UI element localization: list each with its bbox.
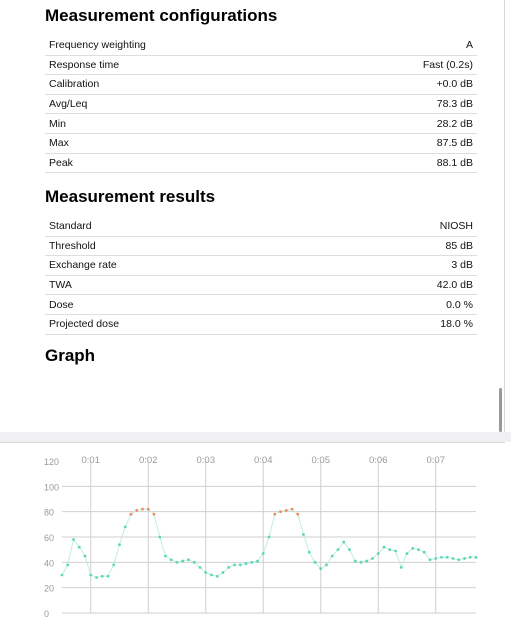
data-point xyxy=(210,574,213,577)
data-point xyxy=(342,541,345,544)
data-point xyxy=(388,548,391,551)
x-tick-label: 0:05 xyxy=(311,455,330,466)
data-point xyxy=(164,555,167,558)
data-point xyxy=(291,508,294,511)
y-tick-label: 0 xyxy=(44,609,50,619)
data-point xyxy=(153,513,156,516)
data-point xyxy=(331,555,334,558)
data-point xyxy=(285,509,288,512)
graph-panel xyxy=(0,442,505,625)
data-point xyxy=(107,575,110,578)
data-point xyxy=(72,538,75,541)
row-value: 0.0 % xyxy=(446,298,473,311)
data-point xyxy=(434,557,437,560)
row-value: 85 dB xyxy=(445,239,473,252)
data-point xyxy=(314,561,317,564)
table-row xyxy=(45,295,477,315)
data-point xyxy=(193,561,196,564)
y-tick-label: 60 xyxy=(44,533,55,543)
row-label: Exchange rate xyxy=(49,259,117,272)
data-point xyxy=(319,567,322,570)
data-point xyxy=(452,557,455,560)
data-point xyxy=(170,558,173,561)
data-point xyxy=(84,555,87,558)
data-point xyxy=(279,510,282,513)
table-row xyxy=(45,36,477,56)
results-table xyxy=(45,217,477,335)
data-point xyxy=(469,556,472,559)
table-row xyxy=(45,114,477,134)
graph-heading: Graph xyxy=(45,346,96,365)
data-point xyxy=(112,563,115,566)
section-divider xyxy=(0,432,511,442)
y-tick-label: 120 xyxy=(44,457,60,467)
data-point xyxy=(89,574,92,577)
data-point xyxy=(239,563,242,566)
data-point xyxy=(135,509,138,512)
data-point xyxy=(227,566,230,569)
row-label: Calibration xyxy=(49,78,100,91)
table-row xyxy=(45,134,477,154)
x-tick-label: 0:07 xyxy=(426,455,445,466)
x-tick-label: 0:04 xyxy=(254,455,273,466)
table-row xyxy=(45,95,477,115)
data-point xyxy=(61,574,64,577)
data-point xyxy=(66,563,69,566)
row-label: Frequency weighting xyxy=(49,39,146,52)
data-point xyxy=(256,560,259,563)
row-value: +0.0 dB xyxy=(436,78,473,91)
data-point xyxy=(158,536,161,539)
row-value: 88.1 dB xyxy=(436,156,473,169)
table-row xyxy=(45,154,477,174)
data-point xyxy=(383,546,386,549)
y-tick-label: 80 xyxy=(44,507,55,518)
row-label: Dose xyxy=(49,298,74,311)
row-label: Peak xyxy=(49,156,73,169)
data-point xyxy=(268,536,271,539)
data-point xyxy=(429,558,432,561)
row-value: 42.0 dB xyxy=(436,279,473,292)
data-point xyxy=(360,561,363,564)
data-point xyxy=(176,561,179,564)
data-point xyxy=(440,556,443,559)
data-point xyxy=(296,513,299,516)
data-point xyxy=(245,562,248,565)
row-label: Standard xyxy=(49,220,92,233)
data-point xyxy=(377,552,380,555)
row-value: 87.5 dB xyxy=(436,137,473,150)
data-point xyxy=(181,560,184,563)
table-row xyxy=(45,75,477,95)
series-line xyxy=(62,509,476,577)
data-point xyxy=(78,546,81,549)
row-value: A xyxy=(465,39,473,52)
results-heading: Measurement results xyxy=(45,187,216,206)
data-point xyxy=(337,548,340,551)
data-point xyxy=(457,558,460,561)
data-point xyxy=(325,563,328,566)
data-point xyxy=(394,550,397,553)
data-point xyxy=(216,575,219,578)
configurations-table xyxy=(45,36,477,173)
data-point xyxy=(463,557,466,560)
data-point xyxy=(411,547,414,550)
row-value: 78.3 dB xyxy=(436,98,473,111)
data-point xyxy=(446,556,449,559)
row-label: TWA xyxy=(49,279,72,292)
data-point xyxy=(348,548,351,551)
table-row xyxy=(45,237,477,257)
data-point xyxy=(308,551,311,554)
data-point xyxy=(417,548,420,551)
x-tick-label: 0:01 xyxy=(81,455,100,466)
row-label: Min xyxy=(49,117,66,130)
row-value: Fast (0.2s) xyxy=(422,58,473,71)
row-value: 3 dB xyxy=(451,259,473,272)
table-row xyxy=(45,315,477,335)
data-point xyxy=(423,551,426,554)
data-point xyxy=(222,571,225,574)
row-value: NIOSH xyxy=(439,220,473,233)
data-point xyxy=(262,552,265,555)
data-point xyxy=(147,508,150,511)
row-label: Projected dose xyxy=(49,318,120,331)
data-point xyxy=(233,563,236,566)
data-point xyxy=(365,560,368,563)
data-point xyxy=(406,552,409,555)
data-point xyxy=(199,566,202,569)
scrollbar[interactable] xyxy=(499,388,502,432)
row-label: Avg/Leq xyxy=(49,98,88,111)
row-label: Threshold xyxy=(49,239,96,252)
y-tick-label: 40 xyxy=(44,558,55,569)
data-point xyxy=(187,558,190,561)
data-point xyxy=(204,571,207,574)
table-row xyxy=(45,56,477,76)
data-point xyxy=(141,508,144,511)
data-point xyxy=(475,556,478,559)
y-tick-label: 100 xyxy=(44,482,60,493)
data-point xyxy=(400,566,403,569)
data-point xyxy=(101,575,104,578)
data-point xyxy=(250,561,253,564)
row-label: Response time xyxy=(49,58,120,71)
configurations-heading: Measurement configurations xyxy=(45,6,278,25)
x-tick-label: 0:03 xyxy=(196,455,215,466)
row-label: Max xyxy=(49,137,69,150)
x-tick-label: 0:06 xyxy=(369,455,388,466)
table-row xyxy=(45,217,477,237)
table-row xyxy=(45,256,477,276)
data-point xyxy=(354,560,357,563)
x-tick-label: 0:02 xyxy=(139,455,158,466)
data-point xyxy=(371,557,374,560)
row-value: 18.0 % xyxy=(440,318,473,331)
sound-level-chart xyxy=(0,443,505,625)
data-point xyxy=(130,513,133,516)
data-point xyxy=(118,543,121,546)
row-value: 28.2 dB xyxy=(436,117,473,130)
data-point xyxy=(95,576,98,579)
table-row xyxy=(45,276,477,296)
data-point xyxy=(273,513,276,516)
data-point xyxy=(124,525,127,528)
data-point xyxy=(302,533,305,536)
y-tick-label: 20 xyxy=(44,583,55,594)
